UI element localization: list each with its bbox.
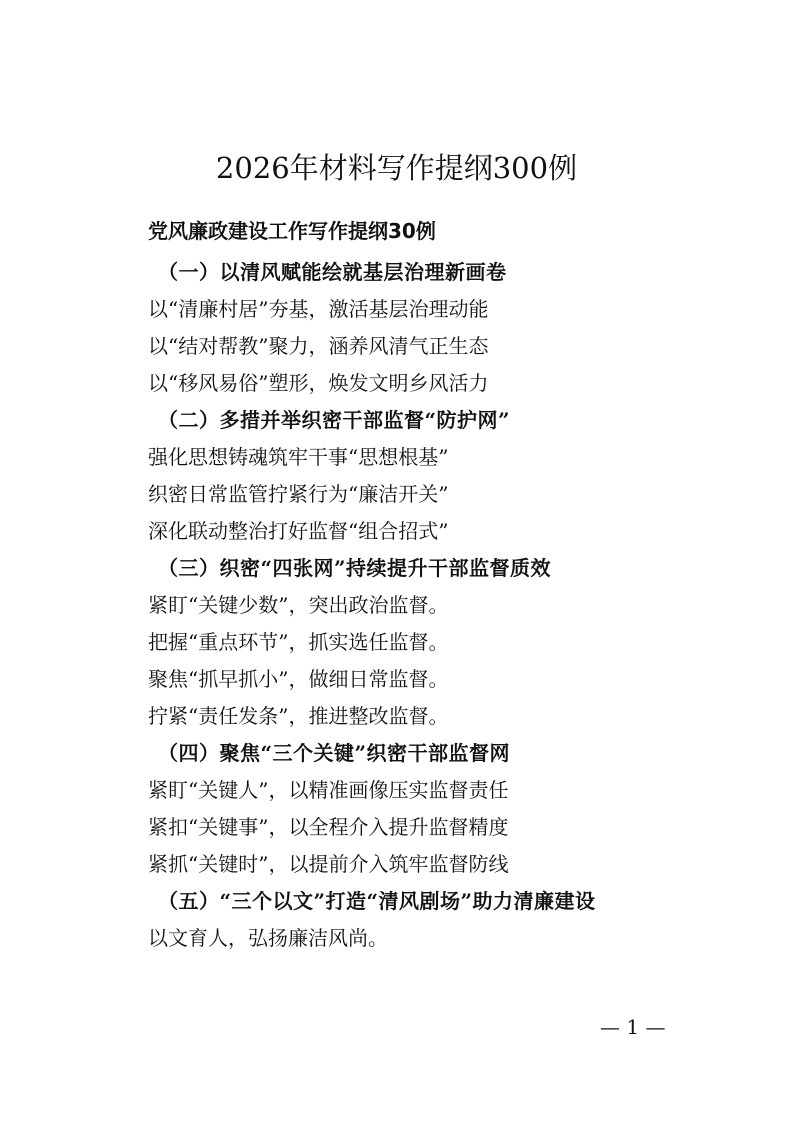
outline-line: 深化联动整治打好监督“组合招式” <box>148 519 449 543</box>
outline-subheading: （四）聚焦“三个关键”织密干部监督网 <box>158 741 511 765</box>
outline-line: 以文育人，弘扬廉洁风尚。 <box>148 926 388 950</box>
outline-line: 以“清廉村居”夯基，激活基层治理动能 <box>148 297 489 321</box>
document-title: 2026年材料写作提纲300例 <box>215 151 578 185</box>
outline-line: 聚焦“抓早抓小”，做细日常监督。 <box>148 667 449 691</box>
outline-line: 紧盯“关键少数”，突出政治监督。 <box>148 593 449 617</box>
outline-line: 强化思想铸魂筑牢干事“思想根基” <box>148 445 449 469</box>
outline-line: 以“移风易俗”塑形，焕发文明乡风活力 <box>148 371 489 395</box>
outline-line: 以“结对帮教”聚力，涵养风清气正生态 <box>148 334 489 358</box>
page-number: — 1 — <box>600 1015 666 1039</box>
outline-subheading: （五）“三个以文”打造“清风剧场”助力清廉建设 <box>158 889 596 913</box>
outline-line: 紧扣“关键事”，以全程介入提升监督精度 <box>148 815 509 839</box>
outline-subheading: （二）多措并举织密干部监督“防护网” <box>158 408 511 432</box>
section-title: 党风廉政建设工作写作提纲30例 <box>148 219 436 243</box>
outline-line: 把握“重点环节”，抓实选任监督。 <box>148 630 449 654</box>
outline-list <box>148 254 668 957</box>
outline-subheading: （三）织密“四张网”持续提升干部监督质效 <box>158 556 552 580</box>
outline-line: 织密日常监管拧紧行为“廉洁开关” <box>148 482 449 506</box>
outline-line: 拧紧“责任发条”，推进整改监督。 <box>148 704 449 728</box>
outline-line: 紧抓“关键时”，以提前介入筑牢监督防线 <box>148 852 509 876</box>
outline-line: 紧盯“关键人”，以精准画像压实监督责任 <box>148 778 509 802</box>
outline-subheading: （一）以清风赋能绘就基层治理新画卷 <box>158 260 507 284</box>
